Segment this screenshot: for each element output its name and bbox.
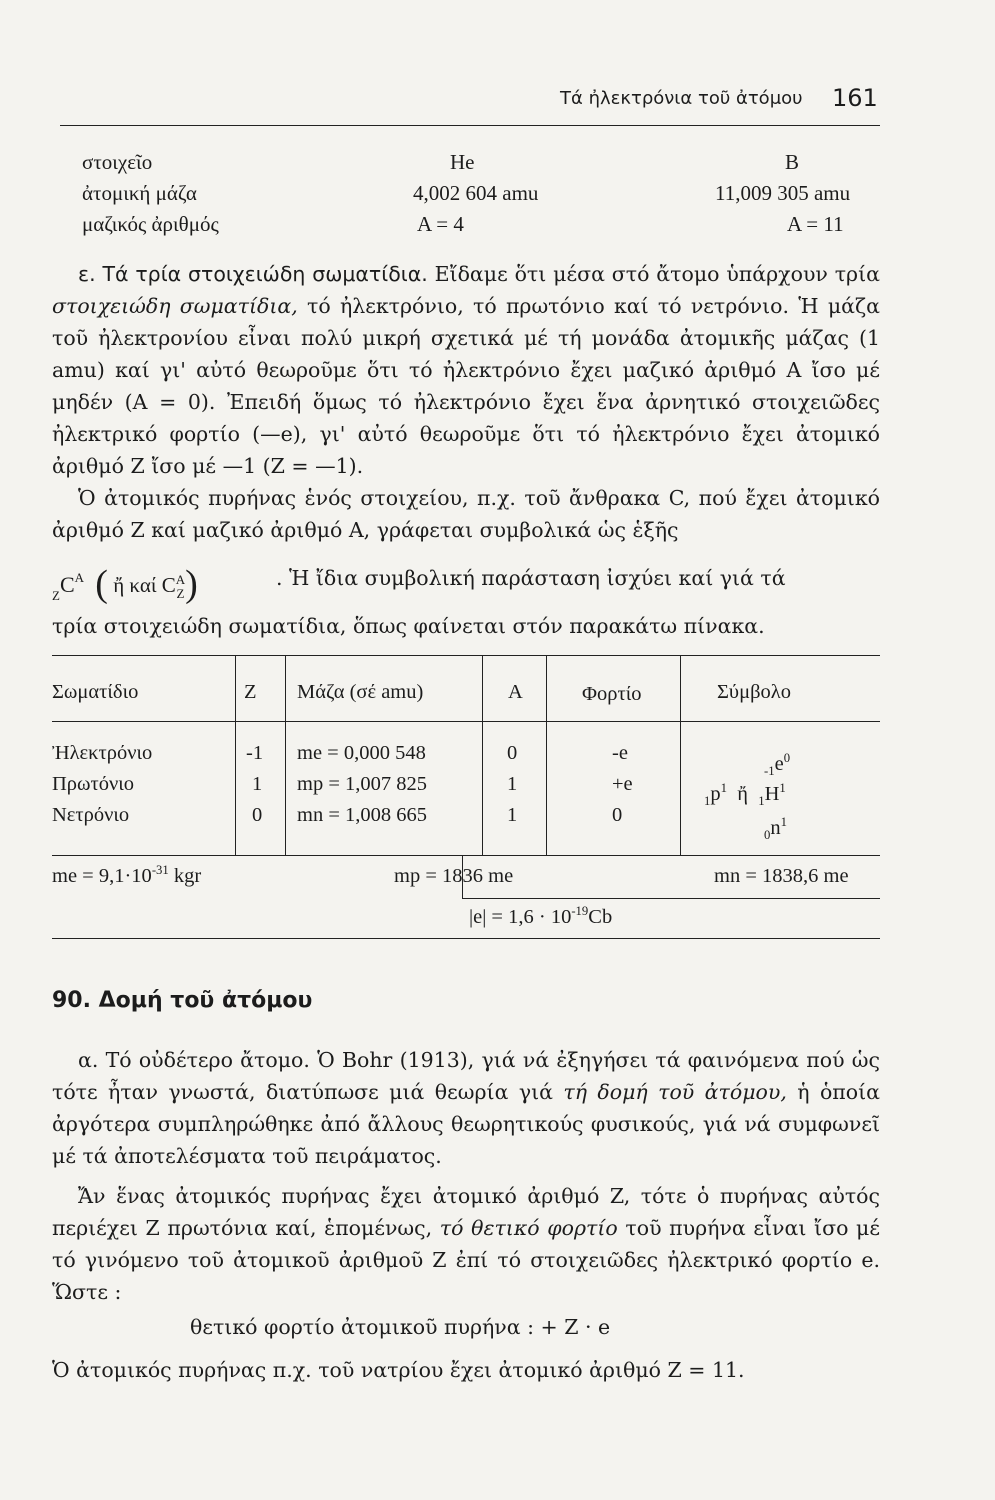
header-z: Z (244, 681, 257, 703)
b-cell: A = 11 (787, 212, 844, 236)
section-e-text: τό ἠλεκτρόνιο, τό πρωτόνιο καί τό νετρόνιο. Ἡ μάζα τοῦ ἠλεκτρονίου εἶναι πολύ μικρή σχετικά μέ τή μονάδα ἀτομικῆς μάζας (1 amu) καί γι' αὐτό θεωροῦμε ὅτι τό ἠλεκτρόνιο ἔχει μαζικό ἀριθμό A ἴσο μέ μηδέν (A = 0). Ἐπειδή ὅμως τό ἠλεκτρόνιο ἔχει ἕνα ἀρνητικό στοιχειῶδες ἠλεκτρικό φορτίο (—e), γι' αὐτό θεωροῦμε ὅτι τό ἠλεκτρόνιο ἔχει ἀτομικό ἀριθμό Z ἴσο μέ —1 (Z = —1). (52, 294, 880, 478)
row-mass: mn = 1,008 665 (297, 804, 428, 826)
table-header-rule (52, 721, 880, 722)
neutron-mass-ratio: mn = 1838,6 me (714, 865, 849, 887)
row-z: 1 (252, 773, 263, 795)
row-label: μαζικός ἀριθμός (82, 212, 219, 236)
b-cell: 11,009 305 amu (715, 181, 851, 205)
col-divider (285, 655, 286, 855)
sodium-example: Ὁ ἀτομικός πυρήνας π.χ. τοῦ νατρίου ἔχει ἀτομικό ἀριθμό Z = 11. (52, 1358, 745, 1382)
header-rule (60, 125, 880, 126)
proton-mass-ratio: mp = 1836 me (394, 865, 514, 887)
electron-symbol: $_{-1}e^0$ (764, 751, 791, 779)
col-divider (546, 655, 547, 855)
section-e-lead: ε. Τά τρία στοιχειώδη σωματίδια. (78, 262, 428, 286)
he-cell: A = 4 (417, 212, 464, 236)
row-charge: -e (612, 742, 628, 764)
he-cell: 4,002 604 amu (413, 181, 539, 205)
row-label: ἀτομική μάζα (82, 181, 197, 205)
table-body-rule (52, 855, 880, 856)
section-90-title: 90. Δομή τοῦ ἀτόμου (52, 988, 313, 1013)
neutron-symbol: $_0n^1$ (764, 815, 787, 843)
table-bottom-rule (52, 938, 880, 939)
col-divider (235, 655, 236, 855)
row-z: -1 (246, 742, 264, 764)
section-e-para3b: τρία στοιχειώδη σωματίδια, ὅπως φαίνεται στόν παρακάτω πίνακα. (52, 614, 765, 638)
particle-table (52, 655, 880, 945)
running-header: Τά ἠλεκτρόνια τοῦ ἀτόμου (560, 88, 803, 109)
row-particle: Πρωτόνιο (52, 773, 135, 795)
elementary-charge: $|e| = 1,6 \cdot 10^{-19}Cb$ (469, 904, 613, 928)
header-mass: Μάζα (σέ amu) (297, 681, 424, 703)
col-divider (482, 655, 483, 855)
row-charge: +e (612, 773, 633, 795)
row-mass: me = 0,000 548 (297, 742, 426, 764)
element-row (82, 212, 882, 240)
table-top-rule (52, 655, 880, 656)
header-symbol: Σύμβολο (717, 681, 791, 703)
header-particle: Σωματίδιο (52, 681, 139, 703)
header-charge: Φορτίο (582, 683, 642, 705)
element-row (82, 150, 882, 178)
section-90-paragraph2: Ἄν ἕνας ἀτομικός πυρήνας ἔχει ἀτομικό ἀριθμό Z, τότε ὁ πυρήνας αὐτός περιέχει Z πρωτόνια καί, ἑπομένως, τό θετικό φορτίο τοῦ πυρήνα εἶναι ἴσο μέ τό γινόμενο τοῦ ἀτομικοῦ ἀριθμοῦ Z ἐπί τό στοιχειῶδες ἠλεκτρικό φορτίο e. Ὥστε : (52, 1184, 880, 1304)
row-a: 0 (507, 742, 518, 764)
header-a: A (508, 681, 523, 703)
positive-charge-formula: θετικό φορτίο ἀτομικοῦ πυρήνα : + Z · e (190, 1315, 611, 1339)
b-cell: B (785, 150, 800, 174)
row-mass: mp = 1,007 825 (297, 773, 428, 795)
notation-line: $_ZC^A$ ( ἤ καί CA Z) (52, 563, 198, 605)
row-a: 1 (507, 804, 518, 826)
row-particle: Νετρόνιο (52, 804, 130, 826)
element-row (82, 181, 882, 209)
section-e-para2: Ὁ ἀτομικός πυρήνας ἑνός στοιχείου, π.χ. τοῦ ἄνθρακα C, πού ἔχει ἀτομικό ἀριθμό Z καί μαζικό ἀριθμό A, γράφεται συμβολικά ὡς ἑξῆς (52, 486, 880, 542)
page-number: 161 (832, 84, 878, 112)
row-a: 1 (507, 773, 518, 795)
section-e-text: Εἴδαμε ὅτι μέσα στό ἄτομο ὑπάρχουν τρία (427, 262, 880, 286)
col-divider (680, 655, 681, 855)
section-e-italic: στοιχειώδη σωματίδια, (52, 294, 298, 318)
electron-mass-kg: me = $9,1\cdot 10^{-31}$ kgr (52, 863, 202, 887)
section-e-para3a: . Ἡ ἴδια συμβολική παράσταση ἰσχύει καί γιά τά (276, 566, 786, 590)
section-e-paragraph (52, 258, 880, 546)
section-90-paragraph: α. Τό οὐδέτερο ἄτομο. Ὁ Bohr (1913), γιά νά ἐξηγήσει τά φαινόμενα πού ὡς τότε ἦταν γνωστά, διατύπωσε μιά θεωρία γιά τή δομή τοῦ ἀτόμου, ἡ ὁποία ἀργότερα συμπληρώθηκε ἀπό ἄλλους θεωρητικούς φυσικούς, γιά νά συμφωνεῖ μέ τά ἀποτελέσματα τοῦ πειράματος. (52, 1048, 880, 1168)
notation-or: ἤ καί (113, 573, 157, 597)
row-z: 0 (252, 804, 263, 826)
proton-symbol: $_1p^1$ ἤ $_1H^1$ (704, 781, 786, 809)
table-footer-rule (462, 898, 880, 899)
row-charge: 0 (612, 804, 623, 826)
row-label: στοιχεῖο (82, 150, 153, 174)
row-particle: Ἠλεκτρόνιο (52, 742, 153, 764)
he-cell: He (450, 150, 475, 174)
